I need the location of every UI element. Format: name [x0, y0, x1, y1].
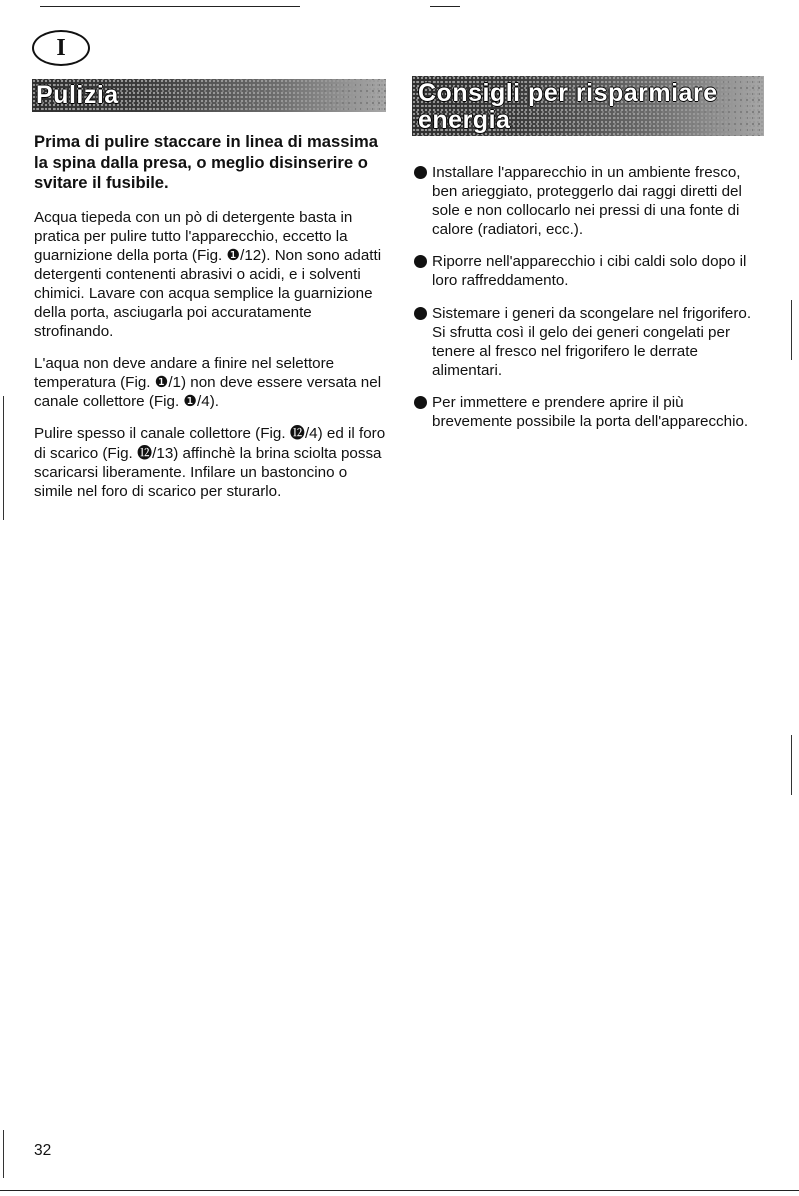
tip-text: Per immettere e prendere aprire il più brevemente possibile la porta dell'apparecchio.	[432, 393, 749, 431]
scan-edge-top	[40, 6, 300, 7]
scan-edge-right	[791, 300, 792, 360]
language-badge	[32, 30, 90, 66]
list-item	[414, 163, 764, 239]
section-heading-banner	[32, 79, 386, 112]
cleaning-paragraph: Pulire spesso il canale collettore (Fig. ⓬/4) ed il foro di scarico (Fig. ⓬/13) affinchè la brina sciolta possa scaricarsi liberamente. Infilare un bastoncino o simile nel foro di scarico per sturarlo.	[34, 425, 386, 500]
scan-edge-bottom	[0, 1190, 799, 1191]
tip-text: Riporre nell'apparecchio i cibi caldi solo dopo il loro raffreddamento.	[432, 253, 747, 290]
cleaning-paragraph: Acqua tiepeda con un pò di detergente basta in pratica per pulire tutto l'apparecchio, eccetto la guarnizione della porta (Fig. ❶/12). Non sono adatti detergenti contenenti abrasivi o acidi, e i solventi chimici. Lavare con acqua semplice la guarnizione della porta, asciugarla poi accuratamente strofinando.	[34, 208, 382, 341]
energy-tips-list	[414, 163, 764, 431]
bullet-icon	[414, 307, 427, 320]
list-item	[414, 393, 764, 431]
page-number: 32	[34, 1142, 52, 1159]
bullet-icon	[414, 255, 427, 268]
scan-edge-top	[430, 6, 460, 7]
scan-edge-right	[791, 735, 792, 795]
tip-text: Installare l'apparecchio in un ambiente fresco, ben arieggiato, proteggerlo dai raggi diretti del sole e non collocarlo nei pressi di una fonte di calore (radiatori, ecc.).	[432, 164, 742, 239]
section-heading-cleaning: Pulizia	[36, 81, 119, 109]
list-item	[414, 252, 764, 290]
bullet-icon	[414, 396, 427, 409]
scan-edge-left	[3, 1130, 4, 1178]
cleaning-paragraph: L'aqua non deve andare a finire nel selettore temperatura (Fig. ❶/1) non deve essere versata nel canale collettore (Fig. ❶/4).	[34, 355, 382, 411]
safety-lead-text: Prima di pulire staccare in linea di massima la spina dalla presa, o meglio disinserire o svitare il fusibile.	[34, 132, 379, 192]
section-heading-energy-saving: Consigli per risparmiare energia	[418, 79, 718, 134]
cleaning-column	[34, 132, 386, 514]
section-heading-banner	[412, 76, 764, 136]
tip-text: Sistemare i generi da scongelare nel frigorifero. Si sfrutta così il gelo dei generi congelati per tenere al fresco nel frigorifero le derrate alimentari.	[432, 304, 752, 379]
scan-edge-left	[3, 396, 4, 520]
list-item	[414, 304, 764, 380]
language-badge-letter: I	[56, 34, 66, 61]
bullet-icon	[414, 166, 427, 179]
energy-tips-column	[414, 163, 764, 444]
